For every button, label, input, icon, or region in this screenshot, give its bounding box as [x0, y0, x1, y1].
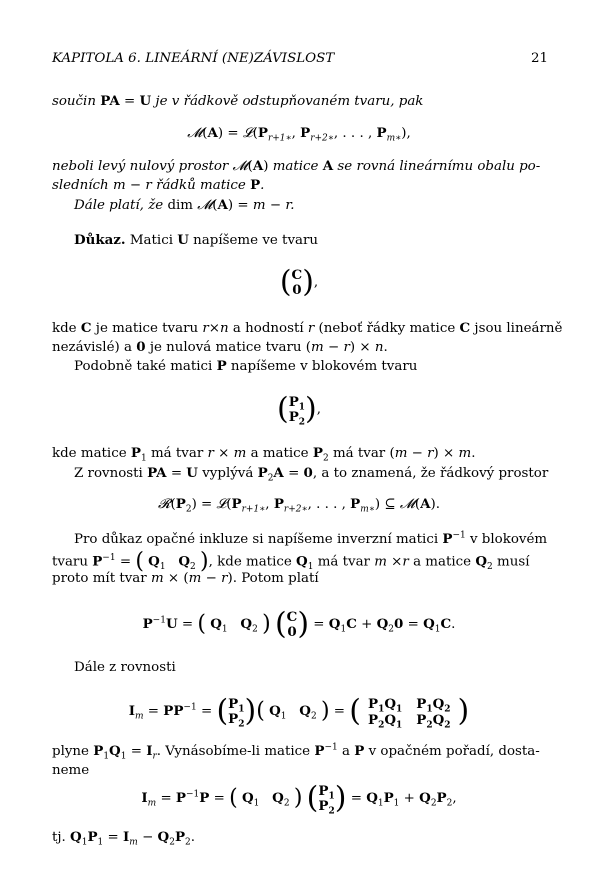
proof-heading: Důkaz.: [74, 232, 126, 248]
equation-p-inverse-u: $P^{-1}U$ = ( $Q_1$ $Q_2$ ) (C $0) = Q_1C + Q_20 = Q_1C$.: [142, 606, 456, 642]
proof-paragraph-2: Podobně také matici P napíšeme v blokovém tvaru: [74, 358, 418, 374]
matrix-u-top: C: [291, 266, 303, 283]
matrix-p-display: ($P_1$ $P_2$),: [276, 391, 322, 428]
theorem-line-1: součin PA = U je v řádkově odstupňovaném tvaru, pak: [52, 93, 424, 109]
proof-paragraph-3: kde matice $P_1$ má tvar r × m a matice $P_2$ má tvar (m − r) × m.: [52, 445, 476, 464]
theorem-line-4: Dále platí, že dim 𝓜(A) = m − r.: [74, 197, 295, 213]
proof-paragraph-6: Dále z rovnosti: [74, 660, 176, 675]
theorem-line-2: neboli levý nulový prostor 𝓜(A) matice A se rovná lineárnímu obalu po-: [52, 158, 541, 174]
proof-paragraph-5a: Pro důkaz opačné inkluze si napíšeme inverzní matici $P^{-1}$ v blokovém: [74, 530, 548, 547]
proof-paragraph-4: Z rovnosti PA = U vyplývá $P_2A = 0$, a to znamená, že řádkový prostor: [74, 465, 549, 484]
matrix-u-bottom: 0: [292, 281, 302, 298]
equation-left-null-space: 𝓜(A) = $𝓛(P_{r+1∗}$, $P_{r+2∗}$, . . . , $P_{m∗}$),: [187, 125, 411, 144]
matrix-u-display: (C 0),: [279, 264, 319, 300]
proof-intro: Důkaz. Matici U napíšeme ve tvaru: [74, 232, 319, 248]
proof-paragraph-7b: neme: [52, 763, 90, 778]
block-product-matrix: $P_1Q_1$ $P_1Q_2$ $P_2Q_1$ $P_2Q_2$: [367, 695, 451, 731]
page-number: 21: [531, 51, 549, 66]
proof-paragraph-5c: proto mít tvar m × (m − r). Potom platí: [52, 571, 319, 586]
running-header: [52, 51, 334, 67]
proof-paragraph-1b: nezávislé) a 0 je nulová matice tvaru (m − r) × n.: [52, 339, 388, 355]
proof-paragraph-5b: tvaru $P^{-1}$ = ( $Q_1$ $Q_2$ ), kde matice $Q_1$ má tvar m ×r a matice $Q_2$ musí: [52, 549, 530, 574]
equation-identity-reverse: $I_m = P^{-1}P$ = ( $Q_1$ $Q_2$ ) ($P_1$ $P_2) = Q_1P_1 + Q_2P_2$,: [141, 780, 457, 817]
equation-row-space: $𝓡(P_2)$ = $𝓛(P_{r+1∗}$, $P_{r+2∗}$, . . . , $P_{m∗}$) ⊆ 𝓜(A).: [158, 496, 440, 515]
equation-identity-product: $I_m = PP^{-1} = (P_1$ $P_2$)( $Q_1$ $Q_2$ ) = ( $P_1Q_1$ $P_1Q_2$ $P_2Q_1$ $P_2Q_2$ ): [128, 693, 470, 731]
proof-paragraph-8: tj. $Q_1P_1 = I_m - Q_2P_2$.: [52, 829, 196, 848]
proof-paragraph-7a: plyne $P_1Q_1 = I_r$. Vynásobíme-li matice $P^{-1}$ a P v opačném pořadí, dosta-: [52, 742, 540, 762]
theorem-line-3: sledních m − r řádků matice P.: [52, 177, 265, 193]
proof-paragraph-1a: kde C je matice tvaru r×n a hodností r (neboť řádky matice C jsou lineárně: [52, 320, 563, 336]
chapter-title: KAPITOLA 6. LINEÁRNÍ (NE)ZÁVISLOST: [52, 51, 335, 66]
